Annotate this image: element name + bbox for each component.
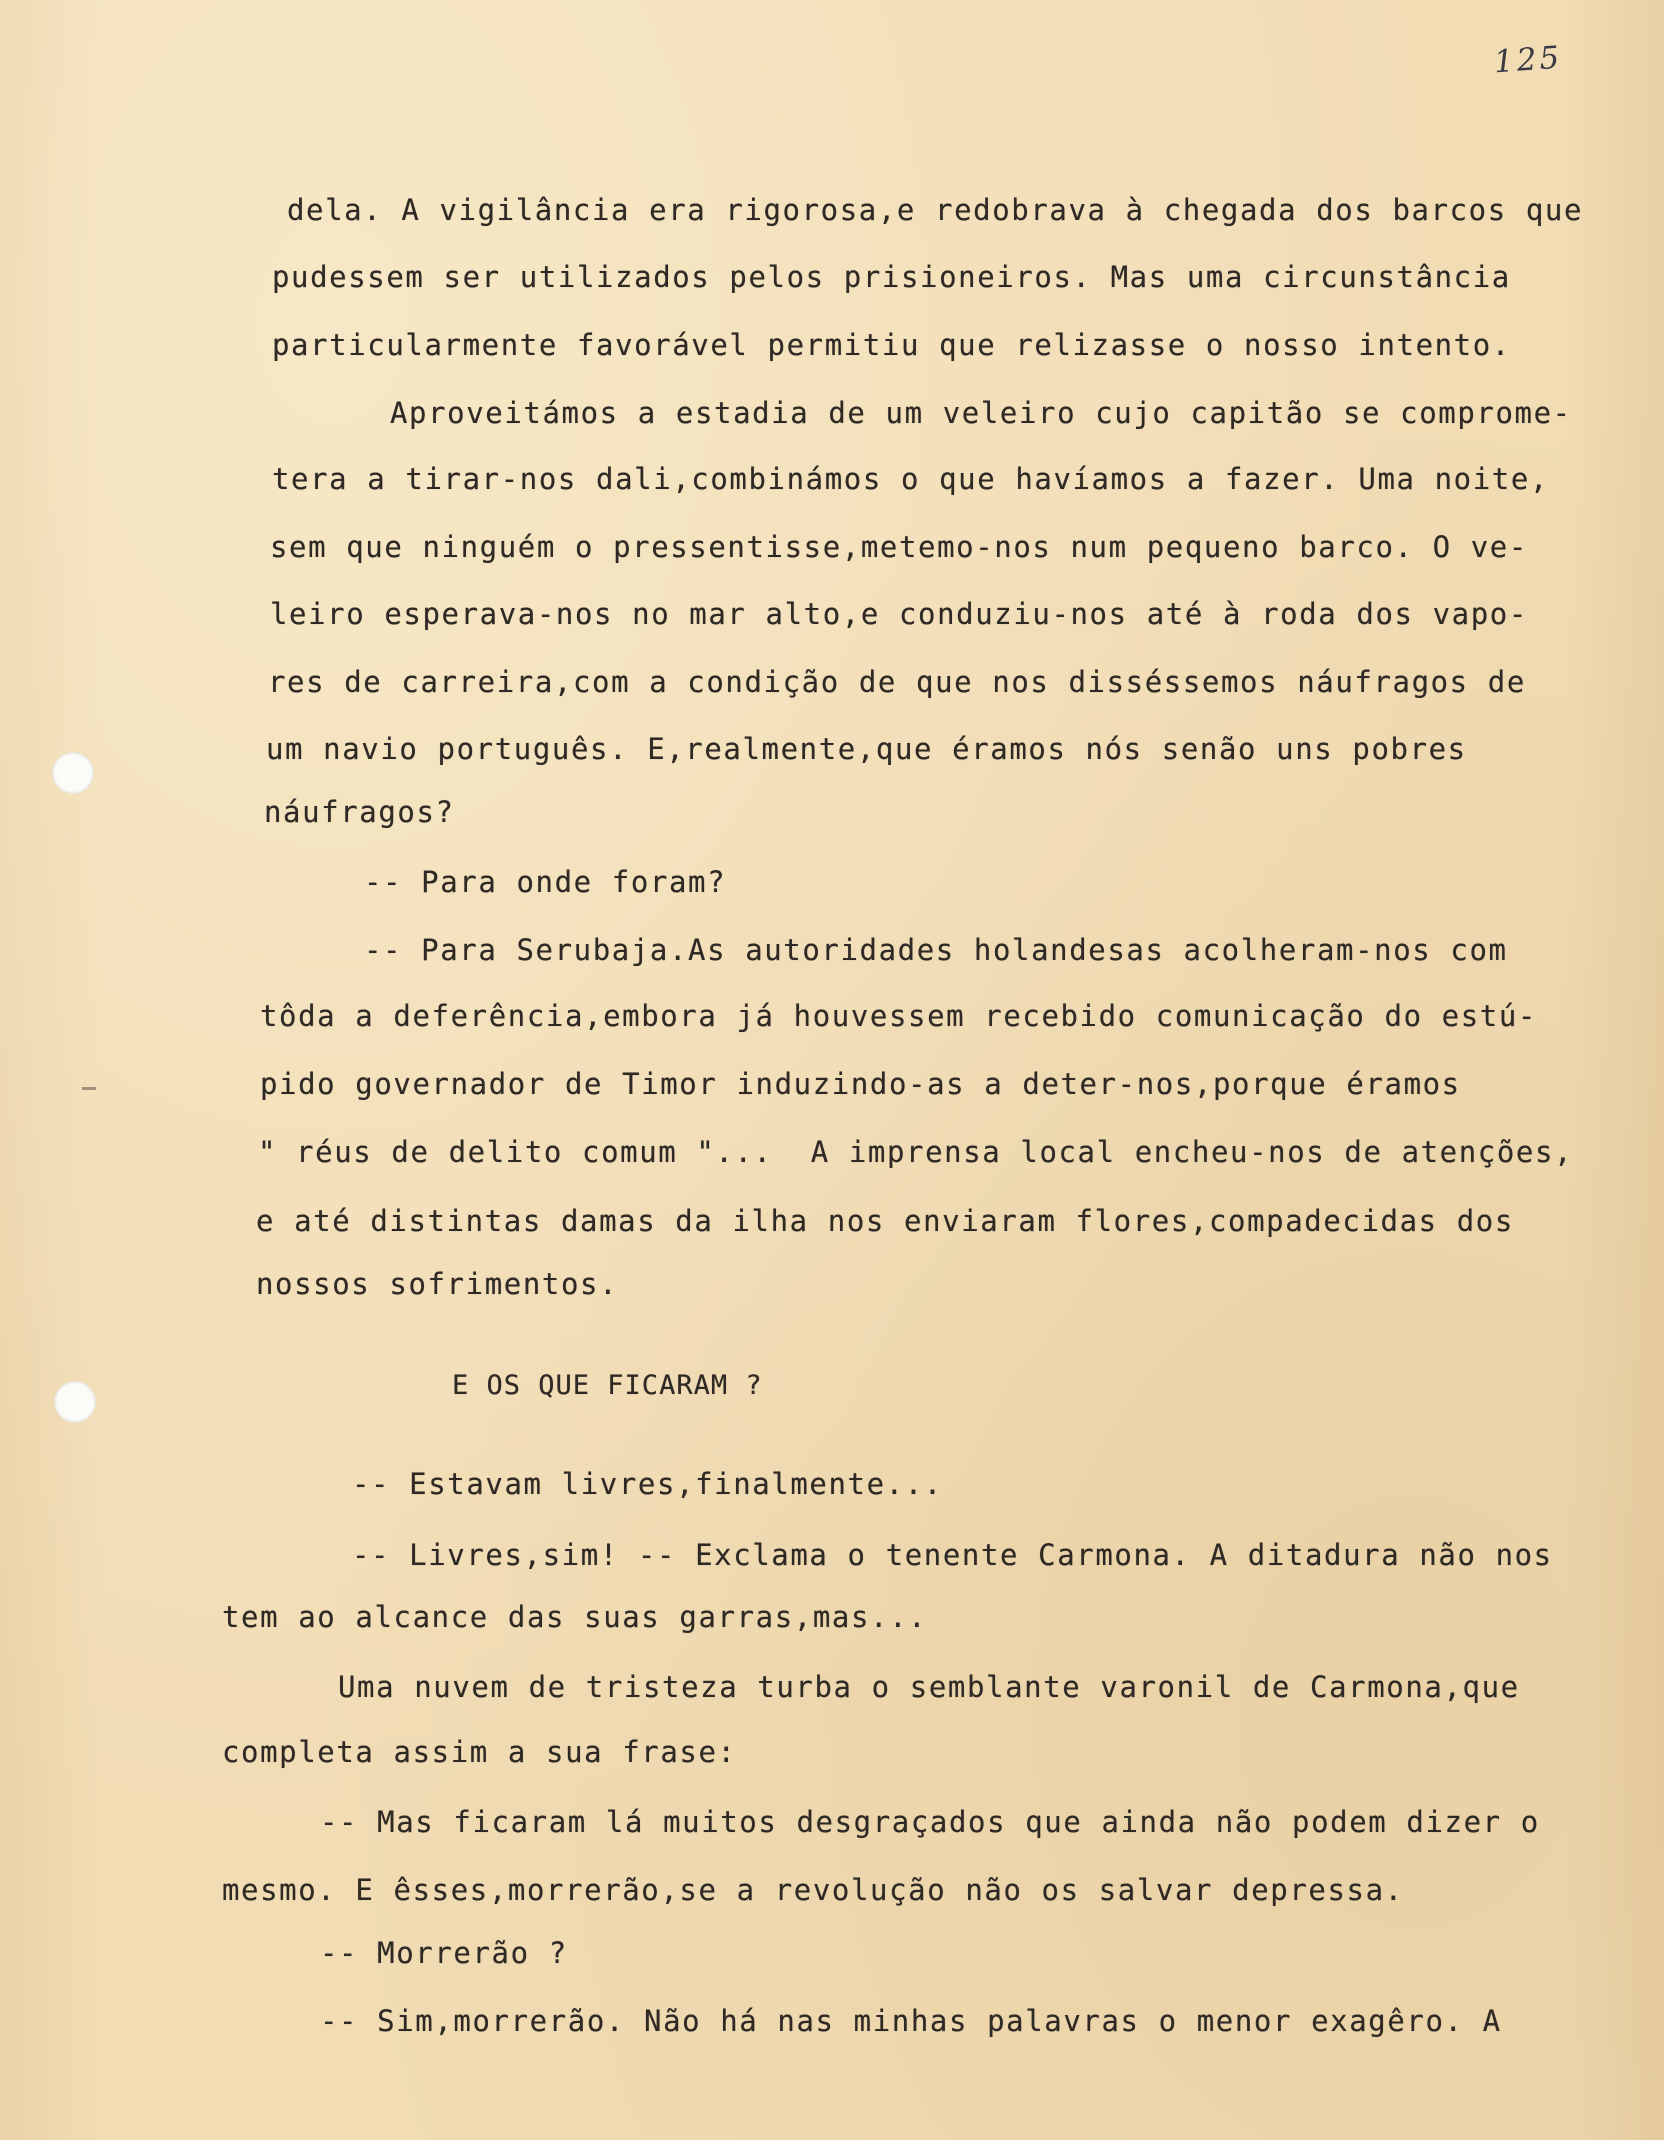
text-line: Aproveitámos a estadia de um veleiro cujo capitão se comprome- [390,396,1572,430]
punch-hole-top [52,752,94,794]
page-number: 125 [1492,39,1564,81]
text-line: nossos sofrimentos. [256,1267,619,1301]
text-line: náufragos? [264,795,455,829]
text-line: um navio português. E,realmente,que éramos nós senão uns pobres [266,732,1467,766]
text-line: dela. A vigilância era rigorosa,e redobrava à chegada dos barcos que [287,193,1584,227]
margin-mark [82,1087,96,1090]
text-line: mesmo. E êsses,morrerão,se a revolução não os salvar depressa. [222,1873,1404,1907]
section-heading: E OS QUE FICARAM ? [452,1370,763,1401]
text-line: particularmente favorável permitiu que relizasse o nosso intento. [272,328,1511,362]
text-line: sem que ninguém o pressentisse,metemo-nos num pequeno barco. O ve- [270,530,1528,564]
text-line: -- Livres,sim! -- Exclama o tenente Carmona. A ditadura não nos [352,1538,1553,1572]
text-line: Uma nuvem de tristeza turba o semblante varonil de Carmona,que [338,1670,1520,1704]
punch-hole-bottom [54,1381,96,1423]
text-line: pido governador de Timor induzindo-as a deter-nos,porque éramos [260,1067,1461,1101]
text-line: completa assim a sua frase: [222,1735,737,1769]
text-line: pudessem ser utilizados pelos prisioneiros. Mas uma circunstância [272,260,1511,294]
text-line: res de carreira,com a condição de que nos disséssemos náufragos de [268,665,1526,699]
text-line: leiro esperava-nos no mar alto,e conduziu-nos até à roda dos vapo- [270,597,1528,631]
text-line: -- Mas ficaram lá muitos desgraçados que ainda não podem dizer o [320,1805,1540,1839]
text-line: -- Sim,morrerão. Não há nas minhas palavras o menor exagêro. A [320,2004,1502,2038]
text-line: e até distintas damas da ilha nos enviaram flores,compadecidas dos [256,1204,1514,1238]
text-line: tôda a deferência,embora já houvessem recebido comunicação do estú- [260,999,1537,1033]
text-line: -- Para Serubaja.As autoridades holandesas acolheram-nos com [364,933,1508,967]
text-line: tera a tirar-nos dali,combinámos o que havíamos a fazer. Uma noite, [272,462,1549,496]
text-line: -- Morrerão ? [320,1936,568,1970]
text-line: -- Estavam livres,finalmente... [352,1467,943,1501]
text-line: tem ao alcance das suas garras,mas... [222,1600,928,1634]
text-line: -- Para onde foram? [364,865,727,899]
text-line: " réus de delito comum "... A imprensa local encheu-nos de atenções, [258,1135,1574,1169]
